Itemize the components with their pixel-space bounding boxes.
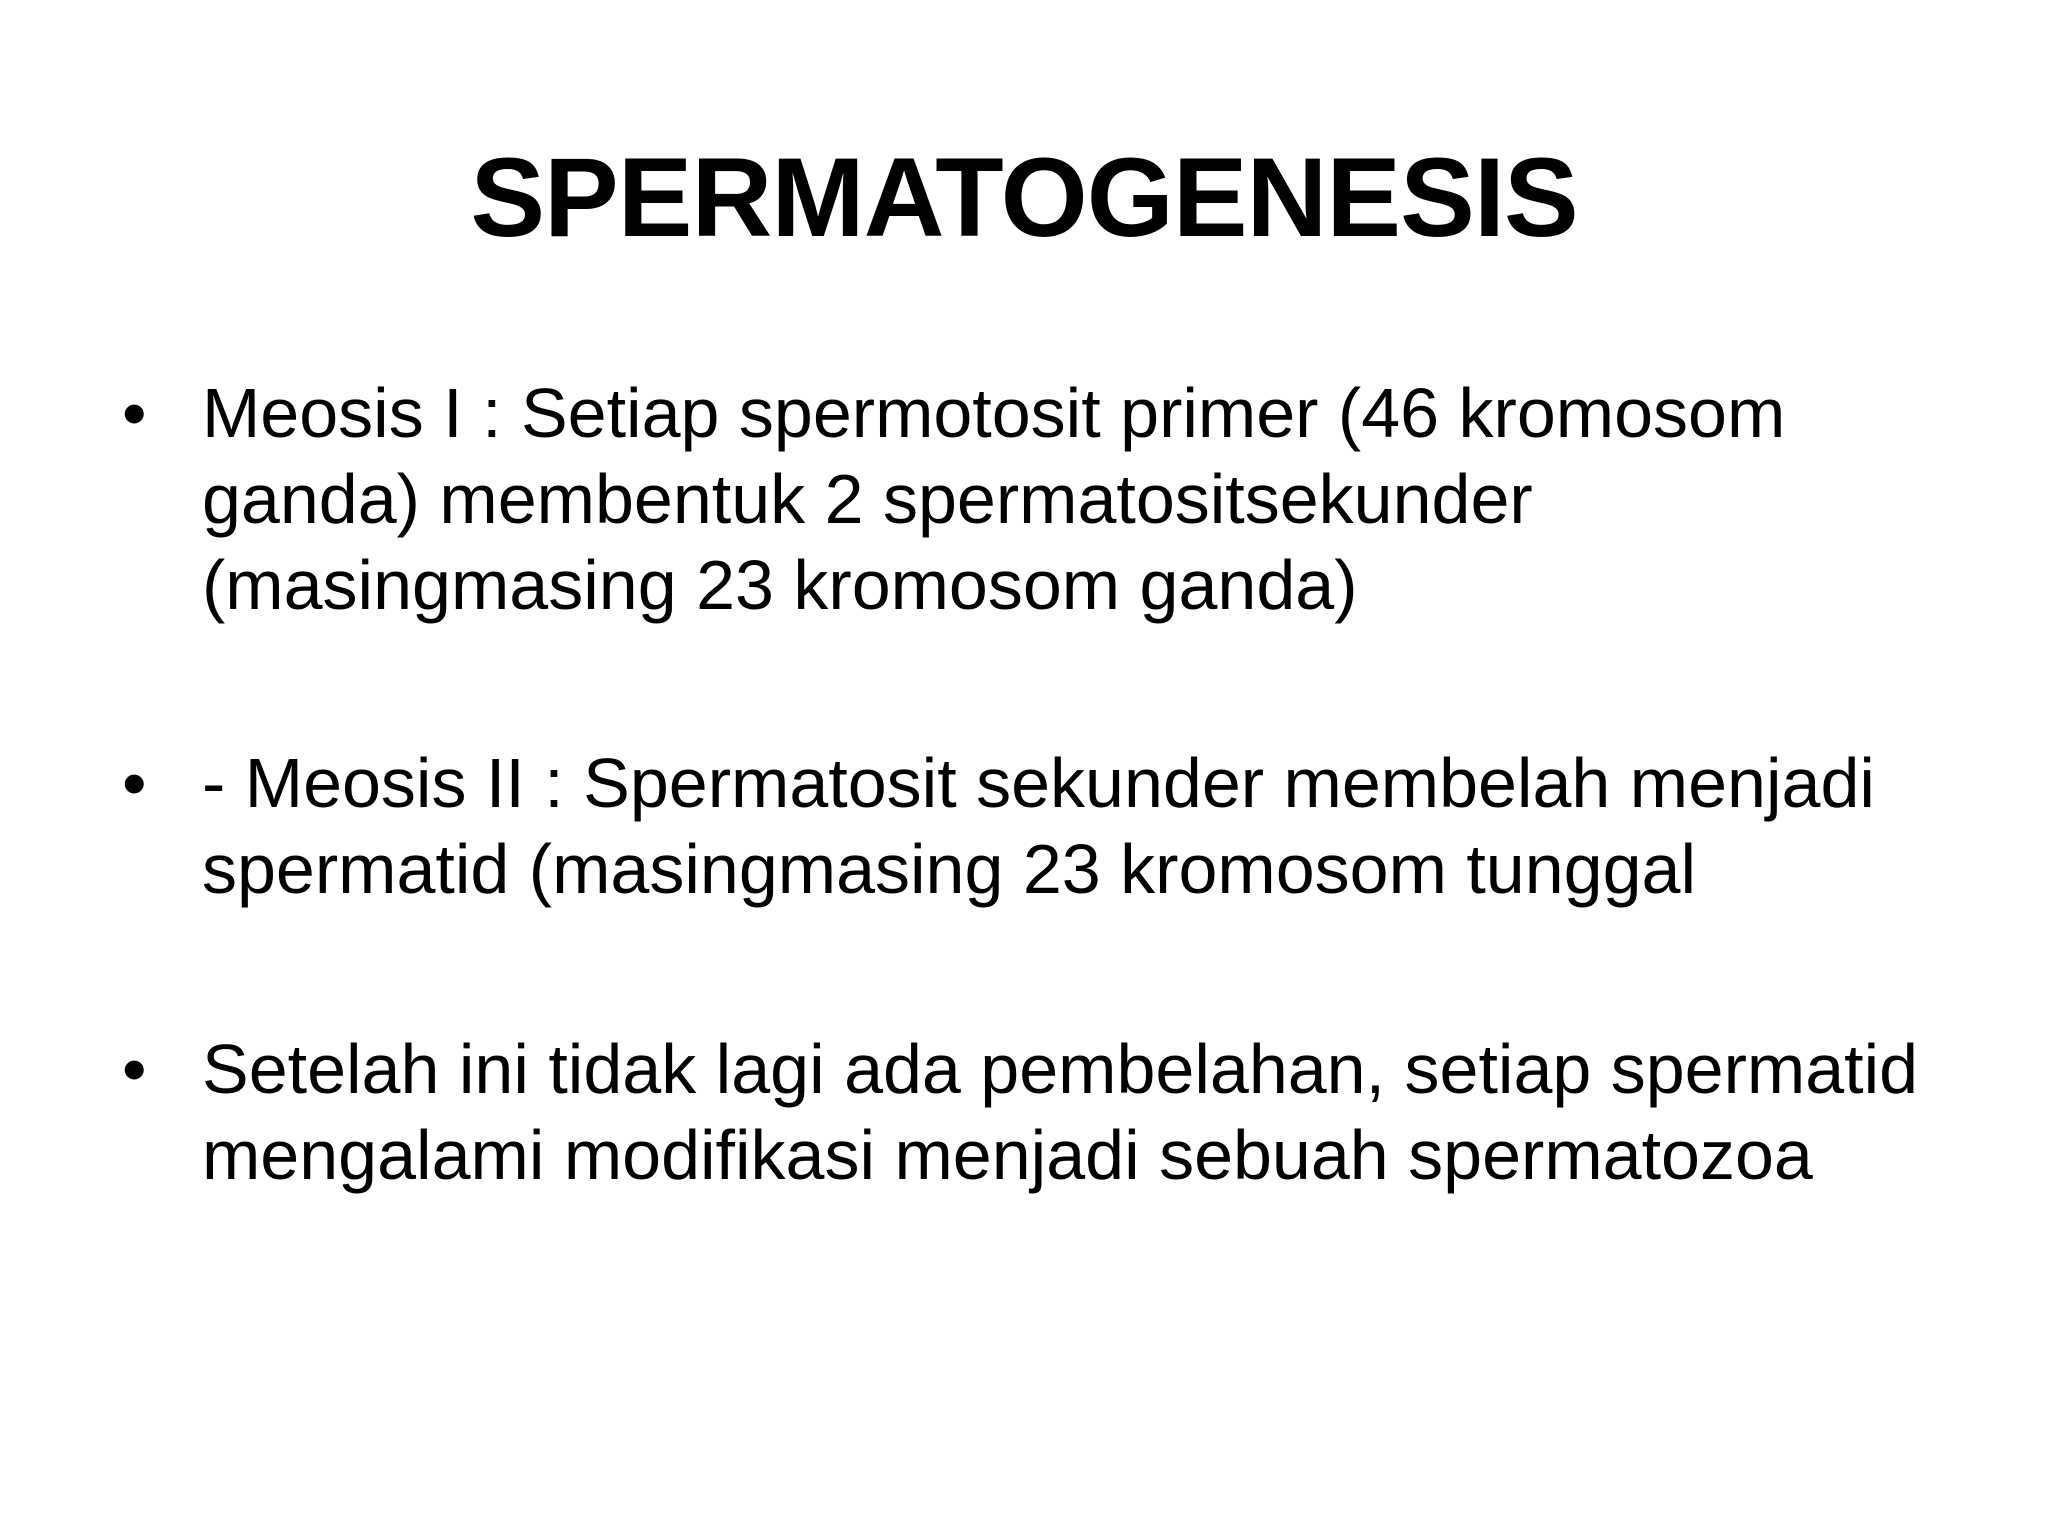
- bullet-marker: •: [122, 374, 147, 452]
- bullet-marker: •: [122, 1030, 147, 1108]
- bullet-text: - Meosis II : Spermatosit sekunder membelah menjadi spermatid (masingmasing 23 kromosom tunggal: [202, 744, 1875, 908]
- bullet-text: Meosis I : Setiap spermotosit primer (46 kromosom ganda) membentuk 2 spermatositsekunder (masingmasing 23 kromosom ganda): [202, 374, 1786, 624]
- bullet-marker: •: [122, 744, 147, 822]
- slide-title: SPERMATOGENESIS: [470, 135, 1578, 260]
- bullet-text: Setelah ini tidak lagi ada pembelahan, setiap spermatid mengalami modifikasi menjadi sebuah spermatozoa: [202, 1030, 1919, 1194]
